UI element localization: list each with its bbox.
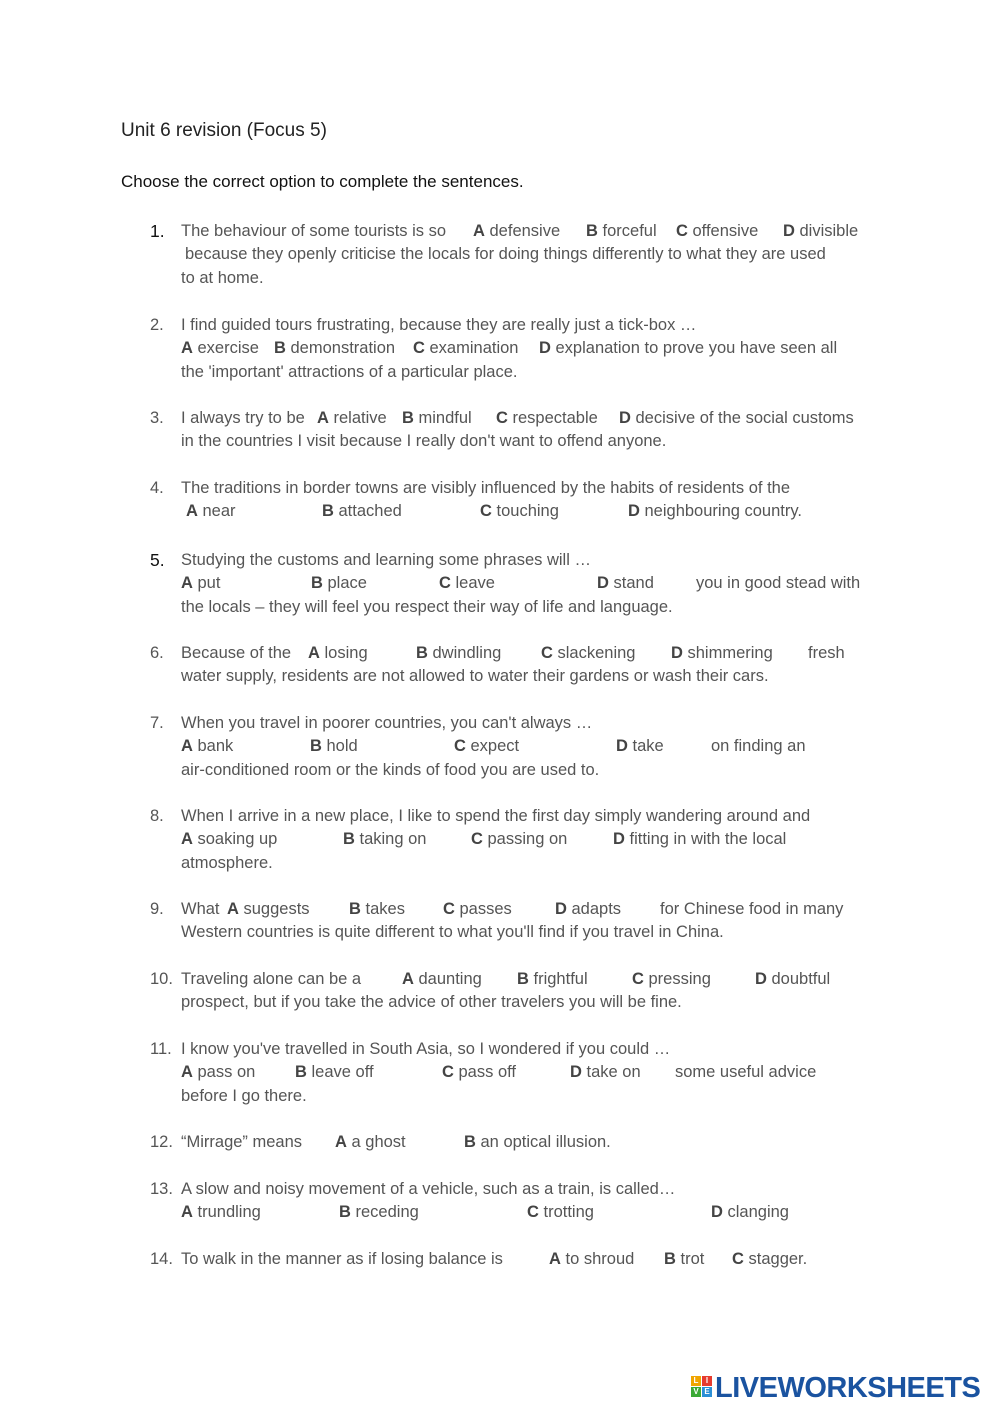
option-d[interactable]: D shimmering <box>671 644 773 662</box>
question-7 <box>150 712 890 782</box>
question-number: 7. <box>150 714 164 732</box>
question-2 <box>150 314 890 384</box>
question-text: To walk in the manner as if losing balance is <box>181 1250 503 1268</box>
question-number: 14. <box>150 1250 173 1268</box>
question-number: 3. <box>150 409 164 427</box>
logo-text: LIVEWORKSHEETS <box>715 1372 981 1404</box>
instructions: Choose the correct option to complete the sentences. <box>121 172 524 191</box>
option-d[interactable]: D doubtful <box>755 970 831 988</box>
option-d[interactable]: D take <box>616 737 664 756</box>
question-text: Because of the <box>181 644 292 662</box>
option-a[interactable]: A daunting <box>402 970 482 988</box>
question-number: 4. <box>150 479 164 497</box>
option-c[interactable]: C leave <box>439 574 495 593</box>
question-text: When I arrive in a new place, I like to spend the first day simply wandering around and <box>181 807 811 825</box>
question-number: 13. <box>150 1180 173 1198</box>
question-text: I find guided tours frustrating, because they are really just a tick-box … <box>181 316 697 334</box>
option-a[interactable]: A relative <box>317 409 387 427</box>
question-tail: fresh <box>808 644 845 662</box>
option-a[interactable]: A bank <box>181 737 234 756</box>
question-text-2: because they openly criticise the locals for doing things differently to what they are used <box>185 245 826 264</box>
logo-grid-icon <box>691 1376 713 1398</box>
question-text-2: in the countries I visit because I really don't want to offend anyone. <box>181 432 667 451</box>
option-d[interactable]: D divisible <box>783 222 859 240</box>
question-text: The traditions in border towns are visibly influenced by the habits of residents of the <box>181 479 791 497</box>
question-text-3: the locals – they will feel you respect their way of life and language. <box>181 597 673 616</box>
question-text: A slow and noisy movement of a vehicle, such as a train, is called… <box>181 1180 676 1198</box>
question-number: 8. <box>150 807 164 825</box>
option-b[interactable]: B place <box>311 574 367 593</box>
question-number: 9. <box>150 900 164 918</box>
question-text-3: to at home. <box>181 268 264 287</box>
option-a[interactable]: A put <box>181 574 221 593</box>
question-text: The behaviour of some tourists is so <box>181 222 447 240</box>
page-title: Unit 6 revision (Focus 5) <box>121 120 327 141</box>
option-c[interactable]: C pressing <box>632 970 711 988</box>
question-14 <box>150 1248 890 1271</box>
option-d[interactable]: D take on <box>570 1063 641 1082</box>
question-text-2: water supply, residents are not allowed to water their gardens or wash their cars. <box>181 667 769 686</box>
option-c[interactable]: C respectable <box>496 409 598 427</box>
question-text: “Mirrage” means <box>181 1133 303 1151</box>
question-4 <box>150 477 890 524</box>
question-number: 1. <box>150 221 165 241</box>
option-b[interactable]: B receding <box>339 1203 419 1222</box>
option-a[interactable]: A defensive <box>473 222 561 240</box>
option-c[interactable]: C examination <box>413 339 519 358</box>
logo-letter-i: I <box>702 1376 712 1386</box>
question-text-2: Western countries is quite different to what you'll find if you travel in China. <box>181 923 724 942</box>
option-b[interactable]: B hold <box>310 737 358 756</box>
option-a[interactable]: A to shroud <box>549 1250 635 1268</box>
question-8 <box>150 805 890 875</box>
question-number: 11. <box>150 1040 172 1058</box>
question-number: 6. <box>150 644 164 662</box>
option-b[interactable]: B trot <box>664 1250 705 1268</box>
option-d[interactable]: D adapts <box>555 900 622 918</box>
question-tail: some useful advice <box>675 1063 817 1082</box>
question-text: Traveling alone can be a <box>181 970 362 988</box>
question-text: I know you've travelled in South Asia, so I wondered if you could … <box>181 1040 671 1058</box>
option-a[interactable]: A losing <box>308 644 368 662</box>
question-text: Studying the customs and learning some phrases will … <box>181 551 591 569</box>
option-a[interactable]: A soaking up <box>181 830 278 849</box>
option-c[interactable]: C offensive <box>676 222 759 240</box>
question-5 <box>150 549 890 619</box>
question-text: I always try to be <box>181 409 305 427</box>
option-b[interactable]: B dwindling <box>416 644 502 662</box>
question-1 <box>150 220 890 290</box>
logo-letter-v: V <box>691 1387 701 1397</box>
question-tail: for Chinese food in many <box>660 900 844 918</box>
option-d[interactable]: D clanging <box>711 1203 789 1222</box>
option-b[interactable]: B mindful <box>402 409 472 427</box>
option-b[interactable]: B an optical illusion. <box>464 1133 611 1151</box>
option-b[interactable]: B leave off <box>295 1063 374 1082</box>
question-number: 2. <box>150 316 164 334</box>
question-number: 12. <box>150 1133 173 1151</box>
logo-letter-l: L <box>691 1376 701 1386</box>
question-number: 5. <box>150 550 165 570</box>
question-text-3: atmosphere. <box>181 853 273 872</box>
option-c[interactable]: C passing on <box>471 830 568 849</box>
option-b[interactable]: B takes <box>349 900 405 918</box>
option-a[interactable]: A pass on <box>181 1063 256 1082</box>
option-d[interactable]: D decisive of the social customs <box>619 409 854 427</box>
question-text: What <box>181 900 220 918</box>
question-number: 10. <box>150 970 173 988</box>
question-10 <box>150 968 890 1015</box>
option-c[interactable]: C pass off <box>442 1063 516 1082</box>
question-11 <box>150 1038 890 1108</box>
option-d[interactable]: D stand <box>597 574 654 593</box>
option-c[interactable]: C touching <box>480 502 559 521</box>
option-a[interactable]: A a ghost <box>335 1133 406 1151</box>
option-b[interactable]: B frightful <box>517 970 588 988</box>
question-text-2: prospect, but if you take the advice of other travelers you will be fine. <box>181 993 682 1012</box>
logo-letter-e: E <box>702 1387 712 1397</box>
question-text-3: the 'important' attractions of a particular place. <box>181 362 518 381</box>
question-tail: you in good stead with <box>696 574 861 593</box>
question-tail: on finding an <box>711 737 806 756</box>
question-3 <box>150 407 890 454</box>
question-12 <box>150 1131 890 1154</box>
question-text: When you travel in poorer countries, you can't always … <box>181 714 593 732</box>
question-13 <box>150 1178 890 1225</box>
option-b[interactable]: B demonstration <box>274 339 396 358</box>
option-b[interactable]: B attached <box>322 502 402 521</box>
option-d[interactable]: D fitting in with the local <box>613 830 787 849</box>
option-a[interactable]: A suggests <box>227 900 310 918</box>
option-a[interactable]: A exercise <box>181 339 259 358</box>
option-c[interactable]: C expect <box>454 737 520 756</box>
question-9 <box>150 898 890 945</box>
option-a[interactable]: A near <box>186 502 236 521</box>
option-c[interactable]: C stagger. <box>732 1250 808 1268</box>
option-d[interactable]: D explanation to prove you have seen all <box>539 339 838 358</box>
option-b[interactable]: B forceful <box>586 222 657 240</box>
option-a[interactable]: A trundling <box>181 1203 261 1222</box>
option-c[interactable]: C passes <box>443 900 512 918</box>
question-6 <box>150 642 890 689</box>
option-b[interactable]: B taking on <box>343 830 427 849</box>
question-text-3: before I go there. <box>181 1086 307 1105</box>
question-text-3: air-conditioned room or the kinds of food you are used to. <box>181 760 600 779</box>
option-c[interactable]: C slackening <box>541 644 636 662</box>
option-d[interactable]: D neighbouring country. <box>628 502 802 521</box>
option-c[interactable]: C trotting <box>527 1203 594 1222</box>
